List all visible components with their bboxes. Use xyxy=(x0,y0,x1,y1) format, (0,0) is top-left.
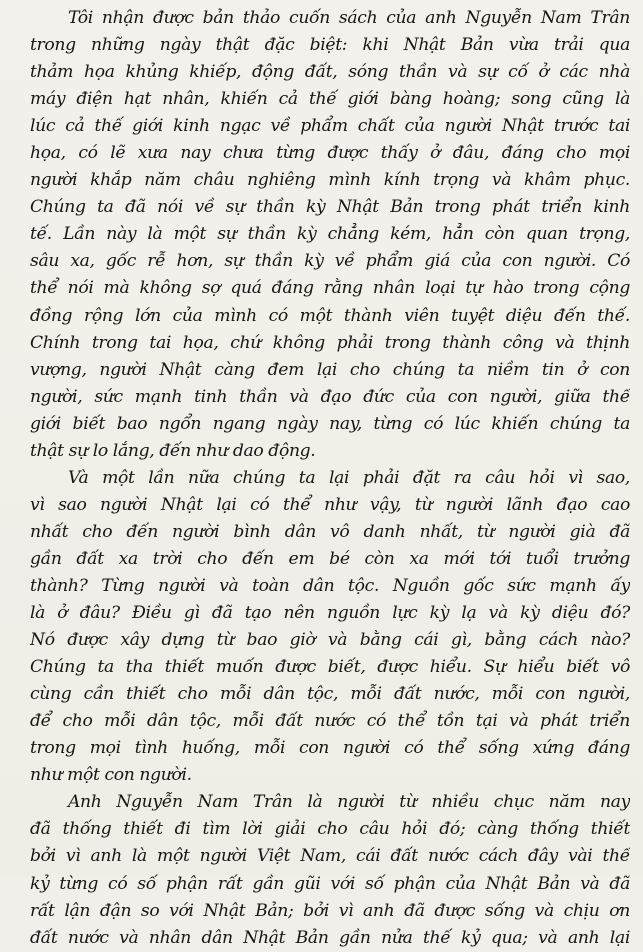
text-line: Chúng ta đã nói về sự thần kỳ Nhật Bản trong phát triển kinh xyxy=(30,197,630,218)
text-line: giới biết bao ngổn ngang ngày nay, từng có lúc khiến chúng ta xyxy=(30,413,630,434)
text-line: họa, có lẽ xưa nay chưa từng được thấy ở đâu, đáng cho mọi xyxy=(30,143,630,164)
text-line: thảm họa khủng khiếp, động đất, sóng thần và sự cố ở các nhà xyxy=(30,62,630,83)
text-line: rất lận đận so với Nhật Bản; bởi vì anh đã được sống và chịu ơn xyxy=(30,900,630,921)
text-line: cùng cần thiết cho mỗi dân tộc, mỗi đất nước, mỗi con người, xyxy=(30,684,630,705)
text-line: thể nói mà không sợ quá đáng rằng nhân loại tự hào trong cộng xyxy=(30,278,630,299)
text-line: đồng rộng lớn của mình có một thành viên tuyệt diệu đến thế. xyxy=(30,305,630,326)
text-line: lúc cả thế giới kinh ngạc về phẩm chất của người Nhật trước tai xyxy=(30,116,630,137)
text-line: Chúng ta tha thiết muốn được biết, được hiểu. Sự hiểu biết vô xyxy=(30,657,630,678)
text-line: bởi vì anh là một người Việt Nam, cái đất nước cách đây vài thế xyxy=(30,846,630,867)
text-line: máy điện hạt nhân, khiến cả thế giới bàng hoàng; song cũng là xyxy=(30,89,630,110)
text-line: Nó được xây dựng từ bao giờ và bằng cái gì, bằng cách nào? xyxy=(30,630,630,651)
page-text xyxy=(30,5,630,952)
text-line: vượng, người Nhật càng đem lại cho chúng ta niềm tin ở con xyxy=(30,359,630,380)
paragraph-2 xyxy=(30,465,630,790)
text-line: nhất cho đến người bình dân vô danh nhất, từ người già đã xyxy=(30,521,630,542)
text-line: người, sức mạnh tinh thần và đạo đức của con người, giữa thế xyxy=(30,386,630,407)
text-line: gần đất xa trời cho đến em bé còn xa mới tới tuổi trưởng xyxy=(30,548,630,569)
paragraph-1 xyxy=(30,5,630,465)
text-line: sâu xa, gốc rễ hơn, sự thần kỳ về phẩm giá của con người. Có xyxy=(30,251,630,272)
text-line: để cho mỗi dân tộc, mỗi đất nước có thể tồn tại và phát triển xyxy=(30,711,630,732)
text-line: đã thống thiết đi tìm lời giải cho câu hỏi đó; càng thống thiết xyxy=(30,819,630,840)
text-line: Tôi nhận được bản thảo cuốn sách của anh Nguyễn Nam Trân xyxy=(68,8,630,28)
text-line: thật sự lo lắng, đến như dao động. xyxy=(30,440,316,461)
text-line: vì sao người Nhật lại có thể như vậy, từ người lãnh đạo cao xyxy=(30,494,630,515)
text-line: người khắp năm châu nghiêng mình kính trọng và khâm phục. xyxy=(30,170,630,191)
text-line: là ở đâu? Điều gì đã tạo nên nguồn lực kỳ lạ và kỳ diệu đó? xyxy=(30,603,630,624)
text-line: Chính trong tai họa, chứ không phải trong thành công và thịnh xyxy=(30,332,630,353)
text-line: thành? Từng người và toàn dân tộc. Nguồn gốc sức mạnh ấy xyxy=(30,575,630,596)
text-line: như một con người. xyxy=(30,765,192,786)
text-line: Và một lần nữa chúng ta lại phải đặt ra câu hỏi vì sao, xyxy=(68,467,630,488)
text-line: kỷ từng có số phận rất gần gũi với số phận của Nhật Bản và đã xyxy=(30,873,630,894)
text-line: đất nước và nhân dân Nhật Bản gần nửa thế kỷ qua; và anh lại xyxy=(30,927,630,948)
text-line: tế. Lần này là một sự thần kỳ chẳng kém, hẳn còn quan trọng, xyxy=(30,224,630,245)
text-line: Anh Nguyễn Nam Trân là người từ nhiều chục năm nay xyxy=(68,792,630,813)
text-line: trong mọi tình huống, mỗi con người có thể sống xứng đáng xyxy=(30,738,630,759)
paragraph-3 xyxy=(30,789,630,951)
text-line: trong những ngày thật đặc biệt: khi Nhật Bản vừa trải qua xyxy=(30,35,630,56)
